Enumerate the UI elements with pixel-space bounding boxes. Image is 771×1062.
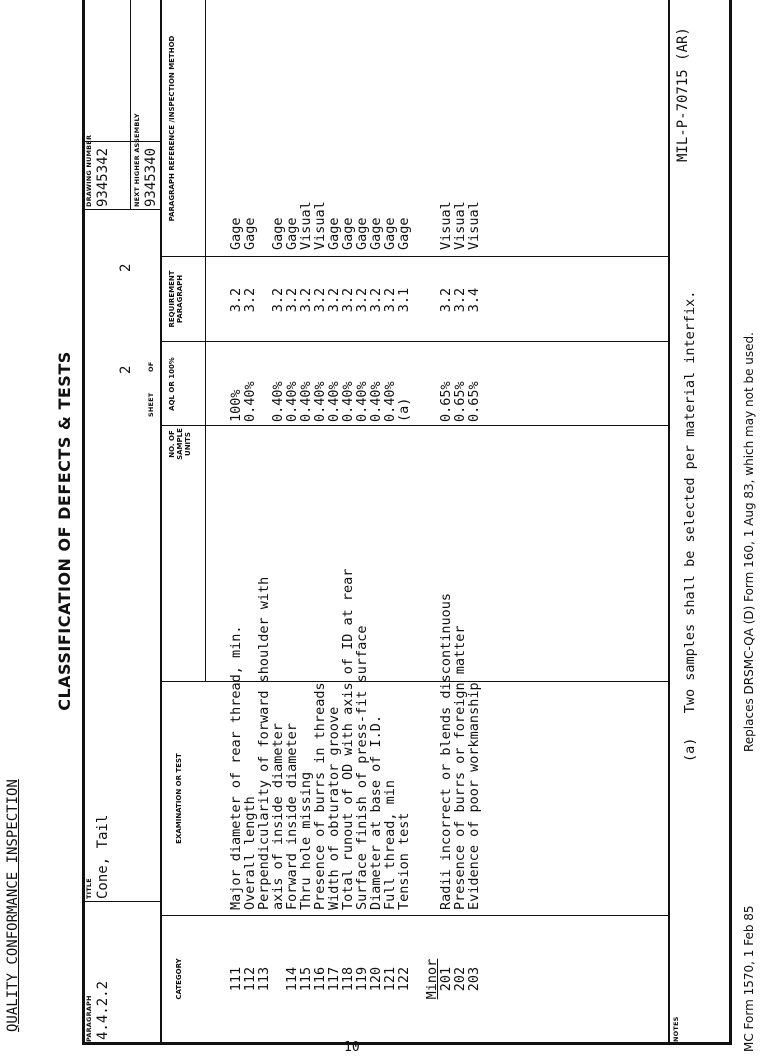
- notes-divider: [668, 0, 670, 1045]
- row-aql: 0.40%: [284, 381, 300, 422]
- row-req: 3.2: [228, 287, 244, 313]
- paragraph-value: 4.4.2.2: [95, 980, 111, 1040]
- next-assembly: 9345340: [143, 147, 159, 207]
- row-category: 119: [354, 966, 370, 992]
- col-header-requirement: REQUIREMENT PARAGRAPH: [168, 270, 184, 328]
- row-method: Gage: [382, 217, 398, 250]
- header-v-sheet: [82, 209, 161, 210]
- row-req: 3.1: [396, 287, 412, 313]
- row-aql: 100%: [228, 389, 244, 422]
- drawing-number: 9345342: [95, 147, 111, 207]
- drawing-number-label: DRAWING NUMBER: [85, 134, 93, 207]
- row-exam: Evidence of poor workmanship: [466, 682, 482, 910]
- footer-form-left: MC Form 1570, 1 Feb 85: [742, 905, 756, 1052]
- sheet-label: SHEET: [147, 392, 155, 417]
- sheet-total: 2: [118, 263, 134, 272]
- row-exam: Surface finish of press-fit surface: [354, 625, 370, 910]
- row-req: 3.2: [326, 287, 342, 313]
- row-aql: 0.65%: [452, 381, 468, 422]
- row-req: 3.4: [466, 287, 482, 313]
- row-exam: Presence of burrs or foreign matter: [452, 625, 468, 910]
- row-method: Visual: [298, 201, 314, 250]
- header-divider-1: [160, 0, 162, 1045]
- row-aql: 0.40%: [368, 381, 384, 422]
- row-req: 3.2: [270, 287, 286, 313]
- paragraph-label: PARAGRAPH: [85, 995, 93, 1042]
- row-aql: 0.40%: [298, 381, 314, 422]
- row-exam: axis of inside diameter: [270, 723, 286, 910]
- row-category: 117: [326, 966, 342, 992]
- table-row: [468, 0, 482, 1062]
- title-label: TITLE: [85, 878, 93, 899]
- col-header-sample-units: NO. OF SAMPLE UNITS: [168, 428, 192, 460]
- row-category: 113: [256, 966, 272, 992]
- table-row: [412, 0, 426, 1062]
- header-v-paragraph: [82, 901, 161, 902]
- col-header-aql: AQL OR 100%: [168, 357, 176, 411]
- row-exam: Radii incorrect or blends discontinuous: [438, 593, 454, 910]
- row-exam: Diameter at base of I.D.: [368, 714, 384, 910]
- row-exam: Overall length: [242, 796, 258, 910]
- row-method: Gage: [228, 217, 244, 250]
- row-method: Visual: [438, 201, 454, 250]
- sheet-of-label: OF: [147, 361, 155, 372]
- row-category: 114: [284, 966, 300, 992]
- row-method: Visual: [466, 201, 482, 250]
- main-title: CLASSIFICATION OF DEFECTS & TESTS: [55, 351, 74, 711]
- row-req: 3.2: [452, 287, 468, 313]
- notes-text: (a) Two samples shall be selected per material interfix.: [682, 290, 698, 762]
- row-category: 118: [340, 966, 356, 992]
- row-category: 116: [312, 966, 328, 992]
- footer-form-right: Replaces DRSMC-QA (D) Form 160, 1 Aug 83, which may not be used.: [742, 332, 756, 752]
- col-header-examination: EXAMINATION OR TEST: [175, 753, 183, 844]
- header-divider-sheet: [130, 0, 131, 210]
- header-v-drawing: [82, 141, 161, 142]
- next-assembly-label: NEXT HIGHER ASSEMBLY: [133, 113, 141, 207]
- table-row: [398, 0, 412, 1062]
- col-header-category: CATEGORY: [175, 958, 183, 1000]
- row-aql: 0.65%: [466, 381, 482, 422]
- row-aql: 0.40%: [382, 381, 398, 422]
- row-exam: Width of obturator groove: [326, 706, 342, 910]
- row-req: 3.2: [298, 287, 314, 313]
- title-value: Cone, Tail: [95, 814, 111, 899]
- row-req: 3.2: [340, 287, 356, 313]
- row-aql: 0.40%: [270, 381, 286, 422]
- row-req: 3.2: [242, 287, 258, 313]
- row-exam: Forward inside diameter: [284, 723, 300, 910]
- row-method: Gage: [270, 217, 286, 250]
- row-category: 201: [438, 966, 454, 992]
- row-exam: Perpendicularity of forward shoulder with: [256, 576, 272, 910]
- row-exam: Full thread, min: [382, 779, 398, 910]
- row-category: 203: [466, 966, 482, 992]
- row-aql: 0.40%: [326, 381, 342, 422]
- table-border-bottom: [729, 0, 732, 1045]
- row-aql: (a): [396, 397, 412, 422]
- page-number: 10: [344, 1040, 360, 1055]
- col-header-inspection: PARAGRAPH REFERENCE /INSPECTION METHOD: [168, 35, 176, 222]
- row-exam: Major diameter of rear thread, min.: [228, 625, 244, 910]
- row-method: Visual: [452, 201, 468, 250]
- row-method: Gage: [284, 217, 300, 250]
- row-req: 3.2: [382, 287, 398, 313]
- sheet-number: 2: [118, 365, 134, 374]
- row-exam: Presence of burrs in threads: [312, 682, 328, 910]
- row-aql: 0.40%: [354, 381, 370, 422]
- row-aql: 0.40%: [340, 381, 356, 422]
- spec-number: MIL-P-70715 (AR): [675, 27, 691, 162]
- row-method: Visual: [312, 201, 328, 250]
- row-method: Gage: [354, 217, 370, 250]
- row-aql: 0.65%: [438, 381, 454, 422]
- row-category: Minor: [424, 958, 440, 1000]
- row-aql: 0.40%: [242, 381, 258, 422]
- row-aql: 0.40%: [312, 381, 328, 422]
- row-category: 115: [298, 966, 314, 992]
- row-category: 111: [228, 966, 244, 992]
- notes-label: NOTES: [672, 1016, 680, 1042]
- row-method: Gage: [242, 217, 258, 250]
- row-method: Gage: [396, 217, 412, 250]
- row-method: Gage: [368, 217, 384, 250]
- row-exam: Tension test: [396, 812, 412, 910]
- row-category: 120: [368, 966, 384, 992]
- row-req: 3.2: [368, 287, 384, 313]
- row-category: 202: [452, 966, 468, 992]
- row-method: Gage: [340, 217, 356, 250]
- row-req: 3.2: [438, 287, 454, 313]
- row-req: 3.2: [312, 287, 328, 313]
- row-req: 3.2: [354, 287, 370, 313]
- row-exam: Total runout of OD with axis of ID at rear: [340, 568, 356, 910]
- row-category: 112: [242, 966, 258, 992]
- row-method: Gage: [326, 217, 342, 250]
- section-title: QUALITY CONFORMANCE INSPECTION: [5, 779, 21, 1032]
- row-exam: Thru hole missing: [298, 771, 314, 910]
- row-category: 121: [382, 966, 398, 992]
- row-category: 122: [396, 966, 412, 992]
- row-req: 3.2: [284, 287, 300, 313]
